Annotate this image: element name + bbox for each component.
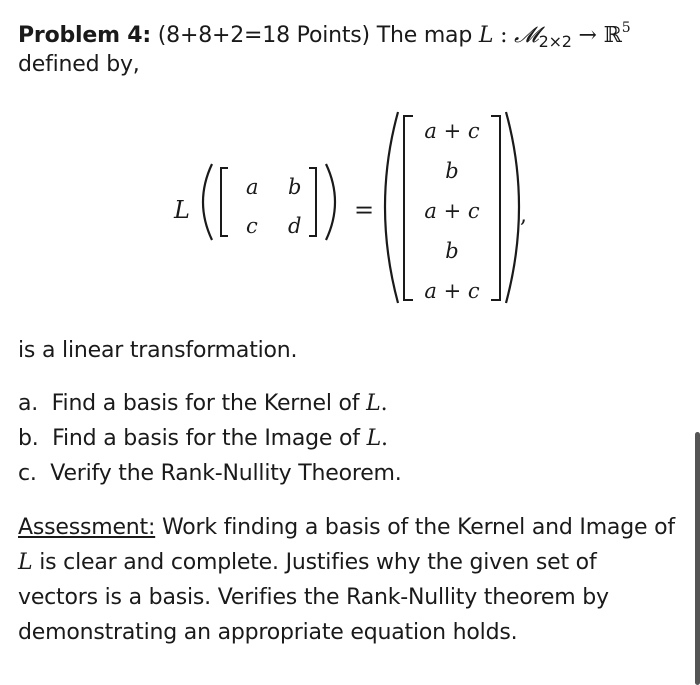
assessment-line2 [18, 546, 597, 580]
part-b-end: . [381, 426, 388, 451]
vector-entry-5: a + c [424, 279, 480, 303]
part-a-end: . [380, 391, 388, 416]
part-b-math: L [366, 426, 382, 451]
assessment-line1 [18, 511, 675, 545]
matrix-entry-b: b [288, 175, 302, 199]
assessment-line4: demonstrating an appropriate equation holds. [18, 620, 518, 645]
assessment-line3: vectors is a basis. Verifies the Rank-Nullity theorem by [18, 585, 609, 610]
codomain-superscript: 5 [621, 20, 631, 36]
problem-line2: defined by, [18, 52, 140, 77]
vector-entry-2: b [445, 159, 459, 183]
matrix-entry-d: d [288, 214, 302, 238]
assessment-label: Assessment: [18, 515, 156, 540]
vector-entry-3: a + c [424, 199, 480, 223]
part-b-text: Find a basis for the Image of [52, 426, 367, 451]
problem-points: (8+8+2=18 Points) The map [151, 23, 479, 48]
statement-text: is a linear transformation. [18, 338, 298, 363]
map-arrow: → [571, 23, 604, 48]
matrix-left-bracket [221, 168, 228, 236]
vector-right-bracket [491, 116, 500, 300]
assessment-line2-text: is clear and complete. Justifies why the given set of [32, 550, 597, 575]
vector-entry-1: a + c [424, 119, 480, 143]
vector-left-bracket [404, 116, 413, 300]
problem-label: Problem 4: [18, 23, 151, 48]
trailing-comma: , [520, 203, 527, 228]
part-b-label: b. [18, 426, 39, 451]
vector-entry-4: b [445, 239, 459, 263]
part-a [18, 387, 387, 421]
matrix-entry-a: a [246, 175, 259, 199]
assessment-math: L [18, 550, 33, 575]
part-a-text: Find a basis for the Kernel of [51, 391, 367, 416]
scrollbar[interactable] [695, 432, 700, 685]
codomain-symbol: ℝ [603, 23, 622, 48]
map-colon: : [493, 23, 515, 48]
domain-subscript: 2×2 [538, 32, 572, 51]
assessment-line1-text: Work finding a basis of the Kernel and Image of [155, 515, 675, 540]
part-c-text: Verify the Rank-Nullity Theorem. [50, 461, 402, 486]
part-c-label: c. [18, 461, 37, 486]
part-b [18, 422, 388, 456]
matrix-right-bracket [309, 168, 316, 236]
matrix-entry-c: c [246, 214, 258, 238]
equation-function-name: L [174, 196, 190, 224]
right-paren [326, 164, 335, 240]
vector-left-paren [385, 112, 398, 303]
domain-symbol: 𝓜 [514, 23, 539, 48]
part-a-label: a. [18, 391, 39, 416]
part-c [18, 457, 402, 491]
map-name: L [478, 23, 494, 48]
transformation-equation [160, 106, 540, 311]
left-paren [203, 164, 212, 240]
equals-sign: = [354, 196, 375, 224]
vector-right-paren [506, 112, 519, 303]
part-a-math: L [366, 391, 381, 416]
